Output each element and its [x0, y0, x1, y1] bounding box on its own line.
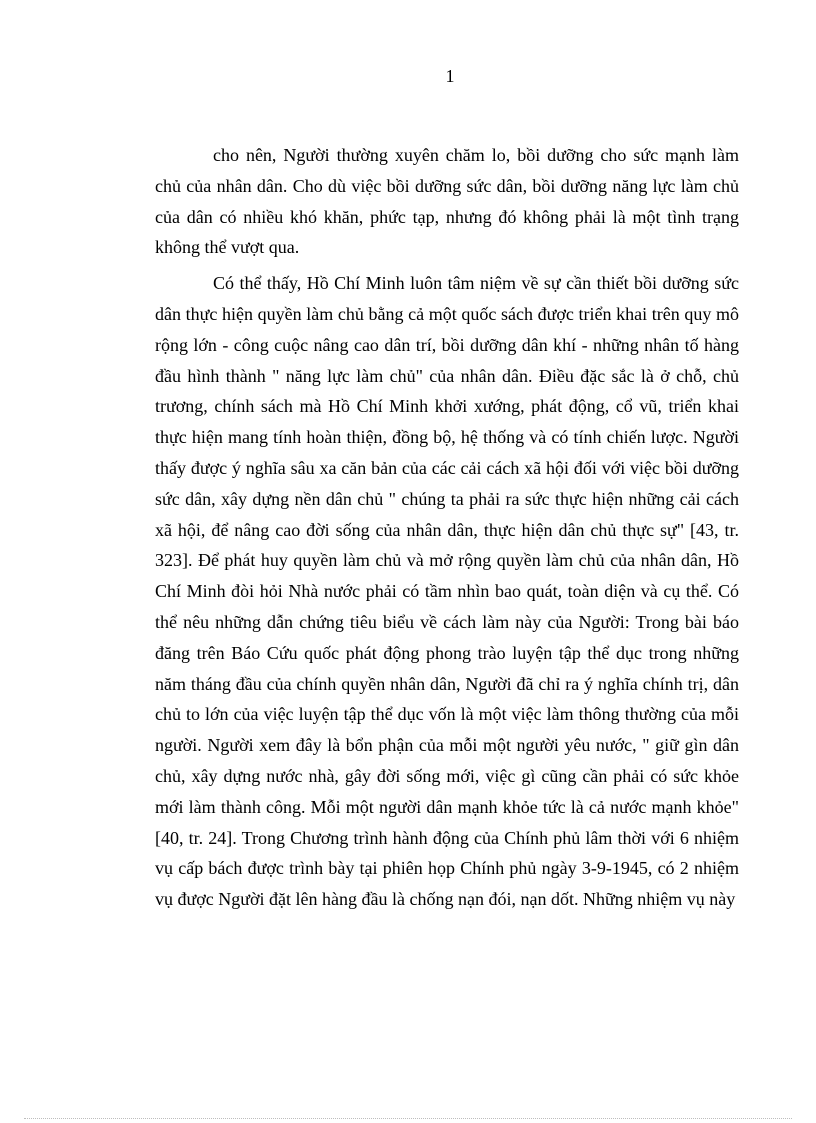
body-text — [155, 140, 739, 920]
page-bottom-divider — [24, 1118, 792, 1119]
paragraph-1: cho nên, Người thường xuyên chăm lo, bồi dưỡng cho sức mạnh làm chủ của nhân dân. Cho dù việc bồi dưỡng sức dân, bồi dưỡng năng lực làm chủ của dân có nhiều khó khăn, phức tạp, nhưng đó không phải là một tình trạng không thể vượt qua. — [155, 145, 739, 258]
page-number: 1 — [445, 66, 455, 86]
paragraph-2: Có thể thấy, Hồ Chí Minh luôn tâm niệm về sự cần thiết bồi dưỡng sức dân thực hiện quyền làm chủ bằng cả một quốc sách được triển khai trên quy mô rộng lớn - công cuộc nâng cao dân trí, bồi dưỡng dân khí - những nhân tố hàng đầu hình thành " năng lực làm chủ" của nhân dân. Điều đặc sắc là ở chỗ, chủ trương, chính sách mà Hồ Chí Minh khởi xướng, phát động, cổ vũ, triển khai thực hiện mang tính hoàn thiện, đồng bộ, hệ thống và có tính chiến lược. Người thấy được ý nghĩa sâu xa căn bản của các cải cách xã hội đối với việc bồi dưỡng sức dân, xây dựng nền dân chủ " chúng ta phải ra sức thực hiện những cải cách xã hội, để nâng cao đời sống của nhân dân, thực hiện dân chủ thực sự" [43, tr. 323]. Để phát huy quyền làm chủ và mở rộng quyền làm chủ của nhân dân, Hồ Chí Minh đòi hỏi Nhà nước phải có tầm nhìn bao quát, toàn diện và cụ thể. Có thể nêu những dẫn chứng tiêu biểu về cách làm này của Người: Trong bài báo đăng trên Báo Cứu quốc phát động phong trào luyện tập thể dục trong những năm tháng đầu của chính quyền nhân dân, Người đã chỉ ra ý nghĩa chính trị, dân chủ to lớn của việc luyện tập thể dục vốn là một việc làm thông thường của mỗi người. Người xem đây là bổn phận của mỗi một người yêu nước, " giữ gìn dân chủ, xây dựng nước nhà, gây đời sống mới, việc gì cũng cần phải có sức khỏe mới làm thành công. Mỗi một người dân mạnh khỏe tức là cả nước mạnh khỏe" [40, tr. 24]. Trong Chương trình hành động của Chính phủ lâm thời với 6 nhiệm vụ cấp bách được trình bày tại phiên họp Chính phủ ngày 3-9-1945, có 2 nhiệm vụ được Người đặt lên hàng đầu là chống nạn đói, nạn dốt. Những nhiệm vụ này — [155, 273, 739, 910]
